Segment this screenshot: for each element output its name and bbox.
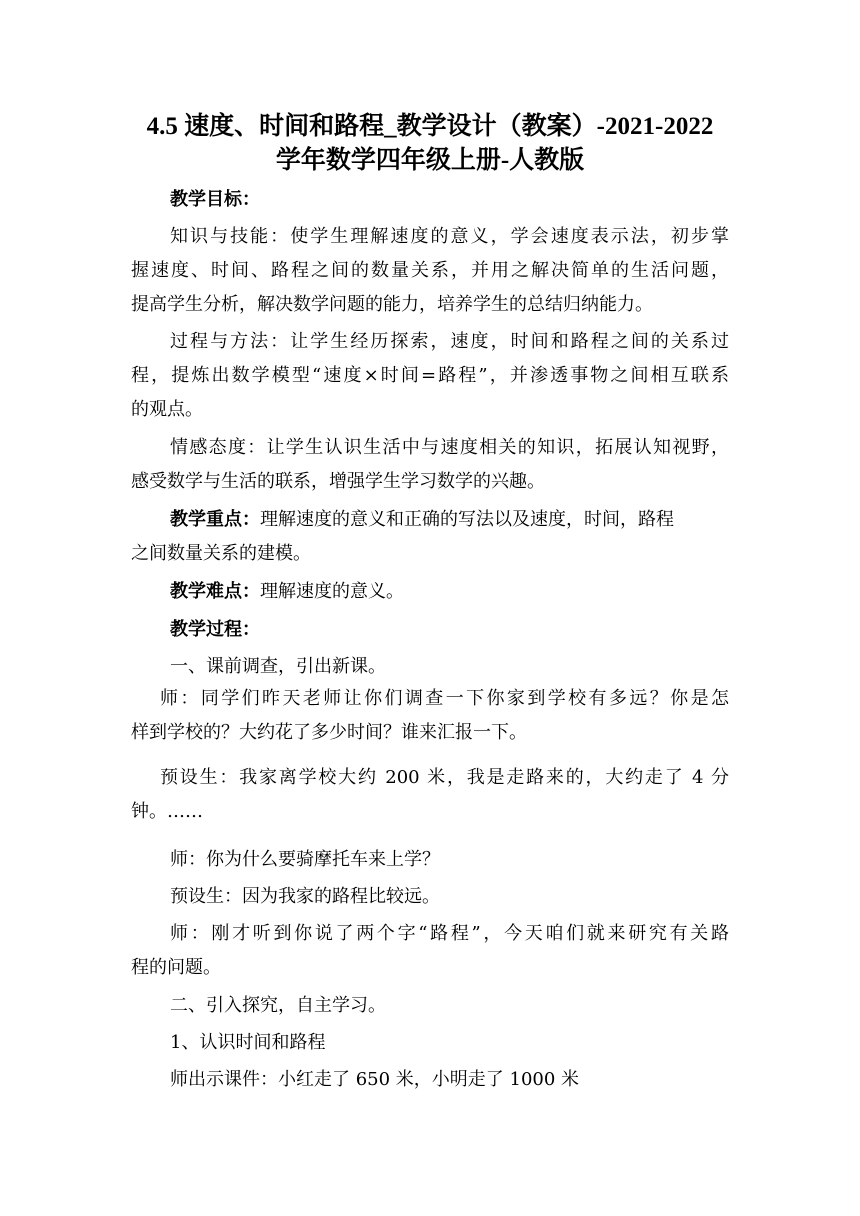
knowledge-paragraph-line-1: 知识与技能：使学生理解速度的意义，学会速度表示法，初步掌 xyxy=(170,226,729,247)
difficulty-text: 理解速度的意义。 xyxy=(260,581,404,602)
objectives-heading: 教学目标： xyxy=(170,189,260,210)
process-paragraph-line-1: 过程与方法：让学生经历探索，速度，时间和路程之间的关系过 xyxy=(170,331,729,352)
process-paragraph-line-3: 的观点。 xyxy=(131,399,203,420)
preset-answer-1-line-2: 钟。…… xyxy=(131,801,203,822)
teacher-question-3-line-1: 师：刚才听到你说了两个字“路程”，今天咱们就来研究有关路 xyxy=(170,923,729,944)
step2-heading: 二、引入探究，自主学习。 xyxy=(170,995,386,1016)
process-paragraph-line-2: 程，提炼出数学模型“速度×时间=路程”，并渗透事物之间相互联系 xyxy=(131,365,729,386)
step1-heading: 一、课前调查，引出新课。 xyxy=(170,656,386,677)
preset-answer-1-line-1: 预设生：我家离学校大约 200 米，我是走路来的，大约走了 4 分 xyxy=(160,767,729,788)
teacher-question-2: 师：你为什么要骑摩托车来上学？ xyxy=(170,849,440,870)
courseware-line: 师出示课件：小红走了 650 米，小明走了 1000 米 xyxy=(170,1069,580,1090)
key-point-line-2: 之间数量关系的建模。 xyxy=(131,543,311,564)
teacher-question-3-line-2: 程的问题。 xyxy=(131,957,221,978)
knowledge-paragraph-line-2: 握速度、时间、路程之间的数量关系，并用之解决简单的生活问题， xyxy=(131,260,729,281)
difficulty-label: 教学难点： xyxy=(170,581,260,602)
preset-answer-2: 预设生：因为我家的路程比较远。 xyxy=(170,886,440,907)
sub1-heading: 1、认识时间和路程 xyxy=(170,1032,326,1053)
emotion-paragraph-line-1: 情感态度：让学生认识生活中与速度相关的知识，拓展认知视野， xyxy=(170,437,729,458)
emotion-paragraph-line-2: 感受数学与生活的联系，增强学生学习数学的兴趣。 xyxy=(131,471,545,492)
knowledge-paragraph-line-3: 提高学生分析，解决数学问题的能力，培养学生的总结归纳能力。 xyxy=(131,294,653,315)
process-heading: 教学过程： xyxy=(170,619,260,640)
key-point-label: 教学重点： xyxy=(170,509,260,530)
key-point-text: 理解速度的意义和正确的写法以及速度，时间，路程 xyxy=(260,509,674,530)
teacher-question-1-line-1: 师：同学们昨天老师让你们调查一下你家到学校有多远？你是怎 xyxy=(160,688,729,709)
key-point-line-1 xyxy=(170,508,674,532)
difficulty-line xyxy=(170,580,404,604)
document-title-line-1: 4.5 速度、时间和路程_教学设计（教案）-2021-2022 xyxy=(146,113,714,140)
teacher-question-1-line-2: 样到学校的？大约花了多少时间？谁来汇报一下。 xyxy=(131,722,527,743)
document-title-line-2: 学年数学四年级上册-人教版 xyxy=(275,147,585,174)
